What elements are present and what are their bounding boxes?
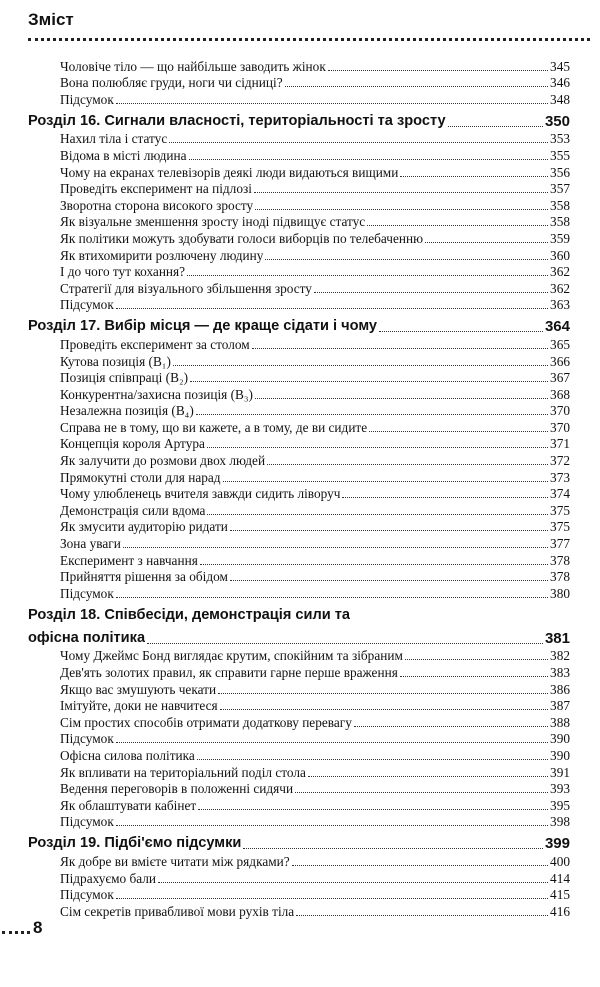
toc-entry-page: 353 bbox=[550, 131, 570, 147]
toc-entry bbox=[28, 181, 570, 198]
toc-entry-page: 370 bbox=[550, 403, 570, 419]
toc-leader-dots bbox=[308, 776, 548, 777]
toc-entry bbox=[28, 214, 570, 231]
toc-entry-title: Чому улюбленець вчителя завжди сидить ліворуч bbox=[60, 486, 341, 502]
toc-entry bbox=[28, 486, 570, 503]
toc-leader-dots bbox=[252, 348, 548, 349]
toc-entry bbox=[28, 58, 570, 75]
toc-entry-title: Розділ 17. Вибір місця — де краще сідати і чому bbox=[28, 318, 378, 335]
toc-chapter-entry bbox=[28, 628, 570, 648]
toc-chapter-entry bbox=[28, 605, 570, 625]
toc-entry bbox=[28, 75, 570, 92]
toc-entry-title: Справа не в тому, що ви кажете, а в тому, де ви сидите bbox=[60, 419, 368, 435]
toc-leader-dots bbox=[230, 530, 548, 531]
toc-leader-dots bbox=[328, 70, 548, 71]
toc-entry-page: 390 bbox=[550, 731, 570, 747]
toc-leader-dots bbox=[218, 693, 548, 694]
toc-leader-dots bbox=[265, 259, 548, 260]
toc-leader-dots bbox=[189, 159, 549, 160]
toc-entry-page: 414 bbox=[550, 870, 570, 886]
toc-leader-dots bbox=[292, 865, 548, 866]
toc-chapter-entry bbox=[28, 316, 570, 336]
toc-entry bbox=[28, 535, 570, 552]
toc-entry-page: 356 bbox=[550, 164, 570, 180]
toc-entry-title: Чому на екранах телевізорів деякі люди видаються вищими bbox=[60, 164, 399, 180]
toc-entry-title: Підрахуємо бали bbox=[60, 870, 157, 886]
toc-entry-page: 378 bbox=[550, 552, 570, 568]
page-footer bbox=[0, 918, 42, 938]
toc-entry-page: 377 bbox=[550, 536, 570, 552]
toc-entry-page: 358 bbox=[550, 197, 570, 213]
toc-leader-dots bbox=[400, 676, 548, 677]
toc-entry-page: 373 bbox=[550, 469, 570, 485]
toc-entry bbox=[28, 585, 570, 602]
toc-entry-title: Підсумок bbox=[60, 585, 114, 601]
page-title: Зміст bbox=[28, 10, 74, 29]
toc-entry-page: 359 bbox=[550, 230, 570, 246]
toc-leader-dots bbox=[354, 726, 548, 727]
toc-leader-dots bbox=[207, 447, 548, 448]
toc-entry bbox=[28, 419, 570, 436]
toc-entry bbox=[28, 814, 570, 831]
toc-entry bbox=[28, 764, 570, 781]
toc-entry-title: Підсумок bbox=[60, 91, 114, 107]
toc-entry-title: Як політики можуть здобувати голоси виборців по телебаченню bbox=[60, 230, 424, 246]
toc-leader-dots bbox=[220, 709, 548, 710]
toc-entry-title: Чому Джеймс Бонд виглядає крутим, спокійним та зібраним bbox=[60, 648, 403, 664]
toc-entry-page: 382 bbox=[550, 648, 570, 664]
toc-entry-title: Офісна силова політика bbox=[60, 747, 195, 763]
toc-entry-page: 371 bbox=[550, 436, 570, 452]
toc-entry bbox=[28, 230, 570, 247]
toc-entry-page: 386 bbox=[550, 681, 570, 697]
toc-entry-page: 362 bbox=[550, 264, 570, 280]
toc-leader-dots bbox=[295, 792, 548, 793]
toc-entry bbox=[28, 247, 570, 264]
toc-entry-page: 370 bbox=[550, 419, 570, 435]
header-dotted-rule bbox=[28, 38, 590, 41]
toc-entry-title: Розділ 18. Співбесіди, демонстрація сили та bbox=[28, 606, 351, 623]
toc-leader-dots bbox=[448, 126, 543, 127]
toc-leader-dots bbox=[197, 759, 548, 760]
toc-entry-page: 400 bbox=[550, 853, 570, 869]
toc-entry bbox=[28, 664, 570, 681]
toc-entry bbox=[28, 370, 570, 387]
page-header bbox=[28, 6, 590, 38]
toc-entry-title: Прийняття рішення за обідом bbox=[60, 569, 228, 585]
table-of-contents bbox=[28, 58, 570, 920]
toc-entry-title: Підсумок bbox=[60, 814, 114, 830]
toc-entry-title: Як втихомирити розлючену людину bbox=[60, 247, 264, 263]
toc-entry bbox=[28, 131, 570, 148]
toc-leader-dots bbox=[200, 564, 548, 565]
toc-leader-dots bbox=[400, 176, 548, 177]
toc-leader-dots bbox=[116, 597, 548, 598]
toc-entry-title: Позиція співпраці (B₂) bbox=[60, 370, 189, 386]
toc-entry-title: Підсумок bbox=[60, 887, 114, 903]
toc-leader-dots bbox=[187, 275, 548, 276]
toc-leader-dots bbox=[147, 643, 543, 644]
toc-entry-page: 346 bbox=[550, 75, 570, 91]
toc-leader-dots bbox=[198, 809, 548, 810]
toc-leader-dots bbox=[116, 825, 548, 826]
toc-entry-title: Як візуальне зменшення зросту іноді підвищує статус bbox=[60, 214, 366, 230]
toc-entry-page: 380 bbox=[550, 585, 570, 601]
toc-entry-title: Демонстрація сили вдома bbox=[60, 502, 206, 518]
toc-leader-dots bbox=[342, 497, 548, 498]
toc-entry-page: 367 bbox=[550, 370, 570, 386]
toc-entry-title: Як змусити аудиторію ридати bbox=[60, 519, 228, 535]
toc-entry bbox=[28, 903, 570, 920]
toc-entry bbox=[28, 519, 570, 536]
page-number: 8 bbox=[33, 918, 43, 937]
toc-entry-title: Стратегії для візуального збільшення зросту bbox=[60, 280, 312, 296]
toc-chapter-entry bbox=[28, 833, 570, 853]
toc-entry bbox=[28, 747, 570, 764]
toc-entry-title: Відома в місті людина bbox=[60, 147, 187, 163]
toc-entry-title: Розділ 19. Підбі'ємо підсумки bbox=[28, 835, 242, 852]
toc-leader-dots bbox=[190, 381, 548, 382]
toc-entry-title: Дев'ять золотих правил, як справити гарне перше враження bbox=[60, 665, 398, 680]
toc-entry-title: Як залучити до розмови двох людей bbox=[60, 453, 266, 469]
toc-entry-page: 360 bbox=[550, 247, 570, 263]
toc-entry-title: Вона полюбляє груди, ноги чи сідниці? bbox=[60, 75, 283, 91]
toc-entry-page: 381 bbox=[544, 629, 570, 647]
toc-entry-title: Імітуйте, доки не навчитеся bbox=[60, 698, 218, 714]
toc-leader-dots bbox=[255, 209, 548, 210]
toc-entry-title: Нахил тіла і статус bbox=[60, 131, 168, 147]
toc-leader-dots bbox=[267, 464, 548, 465]
toc-leader-dots bbox=[123, 547, 548, 548]
toc-entry bbox=[28, 403, 570, 420]
toc-entry bbox=[28, 436, 570, 453]
toc-leader-dots bbox=[169, 142, 548, 143]
toc-entry bbox=[28, 552, 570, 569]
toc-entry-title: Зона уваги bbox=[60, 536, 121, 552]
toc-entry bbox=[28, 714, 570, 731]
toc-entry-page: 390 bbox=[550, 747, 570, 763]
toc-entry bbox=[28, 264, 570, 281]
toc-entry-page: 374 bbox=[550, 486, 570, 502]
toc-entry-page: 365 bbox=[550, 336, 570, 352]
toc-leader-dots bbox=[116, 103, 548, 104]
toc-leader-dots bbox=[379, 331, 543, 332]
toc-entry bbox=[28, 336, 570, 353]
toc-entry-title: Як добре ви вмієте читати між рядками? bbox=[60, 853, 290, 869]
toc-entry-page: 393 bbox=[550, 781, 570, 797]
toc-entry-title: Якщо вас змушують чекати bbox=[60, 681, 217, 697]
toc-entry-page: 357 bbox=[550, 181, 570, 197]
toc-leader-dots bbox=[116, 898, 548, 899]
toc-entry bbox=[28, 731, 570, 748]
toc-leader-dots bbox=[116, 742, 548, 743]
toc-entry bbox=[28, 469, 570, 486]
toc-leader-dots bbox=[230, 580, 548, 581]
toc-entry bbox=[28, 870, 570, 887]
toc-entry-title: Проведіть експеримент на підлозі bbox=[60, 181, 252, 197]
toc-leader-dots bbox=[207, 514, 548, 515]
toc-entry-page: 415 bbox=[550, 887, 570, 903]
toc-entry bbox=[28, 797, 570, 814]
toc-entry-title: офісна політика bbox=[28, 629, 146, 646]
toc-entry-title: Зворотна сторона високого зросту bbox=[60, 197, 254, 213]
toc-entry-page: 362 bbox=[550, 280, 570, 296]
toc-entry-page: 364 bbox=[544, 318, 570, 336]
toc-entry bbox=[28, 853, 570, 870]
toc-entry-title: Кутова позиція (B₁) bbox=[60, 353, 171, 369]
toc-entry-page: 416 bbox=[550, 903, 570, 919]
toc-entry-page: 366 bbox=[550, 353, 570, 369]
toc-entry bbox=[28, 698, 570, 715]
toc-entry bbox=[28, 781, 570, 798]
toc-entry-page: 398 bbox=[550, 814, 570, 830]
toc-entry-title: Конкурентна/захисна позиція (B₃) bbox=[60, 386, 253, 402]
toc-leader-dots bbox=[116, 308, 548, 309]
toc-entry-page: 363 bbox=[550, 297, 570, 313]
toc-entry-title: Експеримент з навчання bbox=[60, 552, 198, 568]
toc-entry-title: Незалежна позиція (B₄) bbox=[60, 403, 194, 419]
toc-entry-page: 358 bbox=[550, 214, 570, 230]
toc-entry bbox=[28, 147, 570, 164]
toc-entry bbox=[28, 452, 570, 469]
toc-leader-dots bbox=[196, 414, 548, 415]
toc-entry-title: Концепція короля Артура bbox=[60, 436, 205, 452]
toc-entry-title: Сім простих способів отримати додаткову перевагу bbox=[60, 714, 352, 730]
toc-leader-dots bbox=[173, 365, 548, 366]
toc-entry-page: 368 bbox=[550, 386, 570, 402]
toc-entry-page: 383 bbox=[550, 665, 570, 680]
toc-entry-title: Прямокутні столи для нарад bbox=[60, 469, 221, 485]
toc-entry bbox=[28, 569, 570, 586]
toc-entry-page: 388 bbox=[550, 714, 570, 730]
toc-entry bbox=[28, 297, 570, 314]
toc-entry-page: 372 bbox=[550, 453, 570, 469]
toc-leader-dots bbox=[255, 398, 548, 399]
toc-entry-title: Як облаштувати кабінет bbox=[60, 797, 197, 813]
toc-entry-title: Ведення переговорів в положенні сидячи bbox=[60, 781, 294, 797]
toc-entry bbox=[28, 164, 570, 181]
toc-entry bbox=[28, 386, 570, 403]
toc-entry-title: Чоловіче тіло — що найбільше заводить жінок bbox=[60, 58, 326, 74]
toc-entry-title: Як впливати на територіальний поділ стола bbox=[60, 764, 306, 780]
toc-chapter-entry bbox=[28, 111, 570, 131]
toc-leader-dots bbox=[285, 86, 548, 87]
toc-entry-title: Проведіть експеримент за столом bbox=[60, 336, 250, 352]
toc-entry-page: 391 bbox=[550, 764, 570, 780]
toc-entry-page: 345 bbox=[550, 58, 570, 74]
toc-entry bbox=[28, 681, 570, 698]
toc-entry bbox=[28, 648, 570, 665]
toc-entry bbox=[28, 353, 570, 370]
toc-entry bbox=[28, 280, 570, 297]
toc-entry-title: Розділ 16. Сигнали власності, територіальності та зросту bbox=[28, 112, 446, 129]
toc-leader-dots bbox=[369, 431, 548, 432]
toc-entry bbox=[28, 502, 570, 519]
toc-entry-page: 378 bbox=[550, 569, 570, 585]
toc-entry bbox=[28, 91, 570, 108]
toc-entry bbox=[28, 197, 570, 214]
toc-leader-dots bbox=[405, 659, 548, 660]
toc-entry-title: Підсумок bbox=[60, 731, 114, 747]
toc-entry-page: 355 bbox=[550, 147, 570, 163]
toc-leader-dots bbox=[425, 242, 548, 243]
toc-entry-title: Сім секретів привабливої мови рухів тіла bbox=[60, 903, 295, 919]
toc-entry-page: 387 bbox=[550, 698, 570, 714]
toc-leader-dots bbox=[223, 481, 548, 482]
toc-entry bbox=[28, 887, 570, 904]
toc-leader-dots bbox=[243, 848, 543, 849]
toc-entry-page: 348 bbox=[550, 91, 570, 107]
toc-leader-dots bbox=[296, 915, 548, 916]
toc-entry-title: Підсумок bbox=[60, 297, 114, 313]
toc-entry-title: І до чого тут кохання? bbox=[60, 264, 186, 280]
toc-entry-page: 395 bbox=[550, 797, 570, 813]
toc-entry-page: 375 bbox=[550, 502, 570, 518]
footer-dotted-rule bbox=[2, 931, 30, 934]
toc-entry-page: 399 bbox=[544, 835, 570, 853]
toc-leader-dots bbox=[314, 292, 548, 293]
toc-leader-dots bbox=[158, 882, 548, 883]
toc-entry-page: 350 bbox=[544, 112, 570, 130]
toc-leader-dots bbox=[367, 225, 548, 226]
toc-entry-page: 375 bbox=[550, 519, 570, 535]
toc-leader-dots bbox=[254, 192, 548, 193]
